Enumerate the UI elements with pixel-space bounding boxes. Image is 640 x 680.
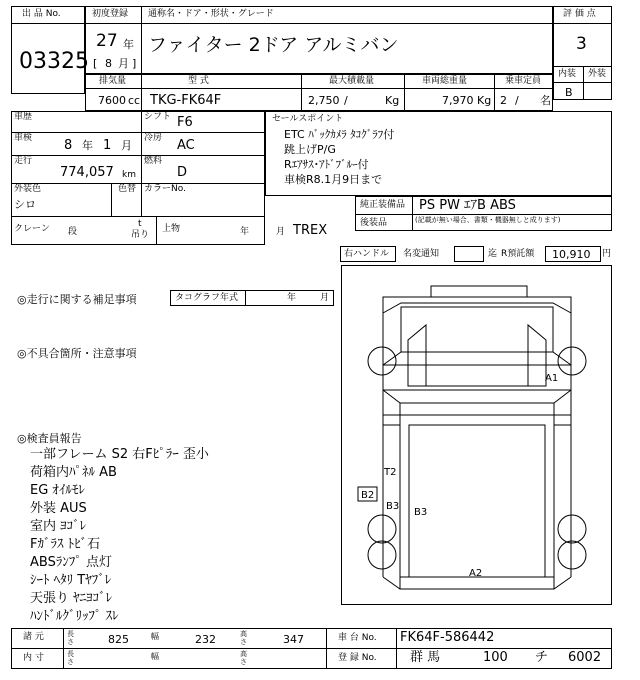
max-load-label: 最大積載量	[329, 76, 375, 86]
max-load: 2,750	[308, 94, 340, 107]
interior-dims-label: 内 寸	[23, 653, 44, 663]
crane-label: クレーン	[14, 224, 50, 234]
chassis-label: 車 台 No.	[338, 633, 377, 643]
height-label: 高さ	[240, 630, 247, 646]
inspection-month: 1	[103, 138, 112, 153]
inspector-line-10: ﾊﾝﾄﾞﾙｸﾞﾘｯﾌﾟ ｽﾚ	[30, 609, 119, 624]
interior-score: B	[565, 86, 573, 99]
sales-title: セールスポイント	[272, 114, 344, 124]
max-load-unit: Kg	[385, 94, 400, 107]
mileage-unit: km	[122, 170, 136, 180]
fuel-label: 燃料	[144, 156, 163, 166]
inspection-label: 車検	[14, 133, 33, 143]
ac: AC	[177, 138, 195, 153]
width-label-2: 幅	[151, 652, 159, 661]
displacement-unit: cc	[128, 94, 141, 107]
mark-t2: T2	[384, 467, 397, 478]
reg-month: 8	[105, 57, 112, 70]
upper-label: 上物	[162, 224, 181, 234]
width: 232	[195, 633, 216, 646]
gross-weight: 7,970	[442, 94, 474, 107]
inspection-month-unit: 月	[121, 139, 132, 152]
reg-month-unit: 月	[118, 57, 129, 70]
sales-line-3: Rｴｱｻｽ･ｱﾄﾞﾌﾞﾙｰ付	[284, 158, 369, 171]
reg-year-unit: 年	[123, 38, 134, 51]
rhd-label: 右ハンドル	[344, 249, 390, 259]
genuine-equipment: PS PW ｴｱB ABS	[419, 198, 516, 213]
color-code-label: カラーNo.	[144, 184, 186, 194]
mileage-label: 走行	[14, 156, 33, 166]
registration-kana: チ	[535, 650, 549, 665]
capacity-sep: /	[515, 94, 519, 107]
vehicle-name: ファイター 2ドア アルミバン	[148, 34, 399, 56]
inspector-line-6: Fｶﾞﾗｽ ﾄﾋﾞ石	[30, 537, 101, 552]
inspector-line-4: 外装 AUS	[30, 501, 87, 516]
mark-b3-box: B3	[414, 507, 428, 518]
capacity: 2	[500, 94, 507, 107]
registration-class: 100	[483, 650, 508, 665]
inspector-line-5: 室内 ﾖｺﾞﾚ	[30, 519, 87, 534]
length-label: 長さ	[67, 630, 74, 646]
inspector-line-9: 天張り ﾔﾆﾖｺﾞﾚ	[30, 591, 113, 606]
inspector-line-7: ABSﾗﾝﾌﾟ 点灯	[30, 555, 112, 570]
height-label-2: 高さ	[240, 650, 247, 666]
length: 825	[108, 633, 129, 646]
length-label-2: 長さ	[67, 650, 74, 666]
height: 347	[283, 633, 304, 646]
driving-notes-title: ◎走行に関する補足事項	[17, 293, 137, 306]
overall-score: 3	[576, 34, 587, 54]
lot-label: 出 品 No.	[22, 9, 61, 19]
ext-color-label: 外装色	[14, 184, 42, 194]
color-change-label: 色替	[118, 184, 137, 194]
registration-number: 6002	[568, 650, 602, 665]
inspection-year: 8	[64, 138, 73, 153]
mark-a1: A1	[545, 373, 559, 384]
interior-score-label: 内装	[558, 69, 577, 79]
exterior-score-label: 外装	[588, 69, 607, 79]
aftermarket-note: (記載が無い場合、書類・機器無しと成ります)	[415, 216, 561, 224]
truck-diagram	[341, 265, 612, 605]
inspector-line-8: ｼｰﾄ ﾍﾀﾘ Tﾔﾌﾞﾚ	[30, 573, 112, 588]
name-label: 通称名・ドア・形状・グレード	[148, 9, 274, 19]
mark-b3-side: B3	[386, 501, 400, 512]
ac-label: 冷房	[144, 133, 163, 143]
model-label: 型 式	[188, 76, 209, 86]
inspector-line-1: 一部フレーム S2 右Fﾋﾟﾗｰ 歪小	[30, 447, 209, 462]
width-label: 幅	[151, 632, 159, 641]
registration-region: 群 馬	[410, 650, 441, 665]
reg-year: 27	[96, 31, 118, 51]
crane-stage-unit: 段	[68, 227, 78, 237]
sales-line-4: 車検R8.1月9日まで	[284, 173, 383, 186]
aftermarket-label: 後装品	[360, 218, 388, 228]
ext-color: シロ	[14, 198, 36, 211]
lot-number: 03325	[19, 49, 89, 74]
gross-weight-unit: Kg	[477, 94, 492, 107]
notice-box	[454, 246, 484, 262]
defect-notes-title: ◎不具合箇所・注意事項	[17, 347, 137, 360]
mileage: 774,057	[60, 165, 114, 180]
capacity-label: 乗車定員	[505, 76, 542, 86]
gross-weight-label: 車両総重量	[422, 76, 468, 86]
capacity-unit: 名	[540, 94, 551, 107]
spec-dims-label: 諸 元	[23, 632, 44, 642]
shift-label: シフト	[144, 112, 172, 122]
tacho-label: タコグラフ年式	[175, 293, 239, 303]
mark-a2: A2	[469, 568, 483, 579]
first-reg-label: 初度登録	[92, 9, 129, 19]
upper-month-unit: 月	[276, 227, 286, 237]
model: TKG-FK64F	[150, 93, 222, 108]
tacho-year-unit: 年	[287, 293, 297, 303]
recycle-unit: 円	[602, 249, 612, 259]
notice-label: 名変通知	[403, 249, 440, 259]
crane-ton-unit: t	[138, 219, 142, 229]
inspector-title: ◎検査員報告	[17, 432, 82, 445]
fuel: D	[177, 165, 188, 180]
recycle-label: R預託額	[501, 249, 535, 259]
inspection-year-unit: 年	[82, 139, 93, 152]
mark-b2: B2	[361, 490, 375, 501]
displacement: 7600	[98, 94, 126, 107]
sales-line-2: 跳上げP/G	[284, 143, 336, 156]
chassis-number: FK64F-586442	[400, 630, 495, 645]
max-load-sep: /	[344, 94, 348, 107]
inspector-line-3: EG ｵｲﾙﾓﾚ	[30, 483, 85, 498]
shift: F6	[177, 115, 193, 130]
upper-maker: TREX	[293, 223, 328, 238]
tacho-month-unit: 月	[320, 293, 330, 303]
registration-label: 登 録 No.	[338, 653, 377, 663]
displacement-label: 排気量	[99, 76, 127, 86]
history-label: 車歴	[14, 112, 33, 122]
score-label: 評 価 点	[563, 9, 596, 19]
genuine-label: 純正装備品	[360, 200, 406, 210]
crane-lift-unit: 吊り	[131, 230, 150, 240]
recycle-amount: 10,910	[552, 248, 591, 261]
inspector-line-2: 荷箱内ﾊﾟﾈﾙ AB	[30, 465, 117, 480]
deposit-label: 迄	[488, 249, 498, 259]
upper-year-unit: 年	[240, 227, 250, 237]
sales-line-1: ETC ﾊﾞｯｸｶﾒﾗ ﾀｺｸﾞﾗﾌ付	[284, 128, 395, 141]
